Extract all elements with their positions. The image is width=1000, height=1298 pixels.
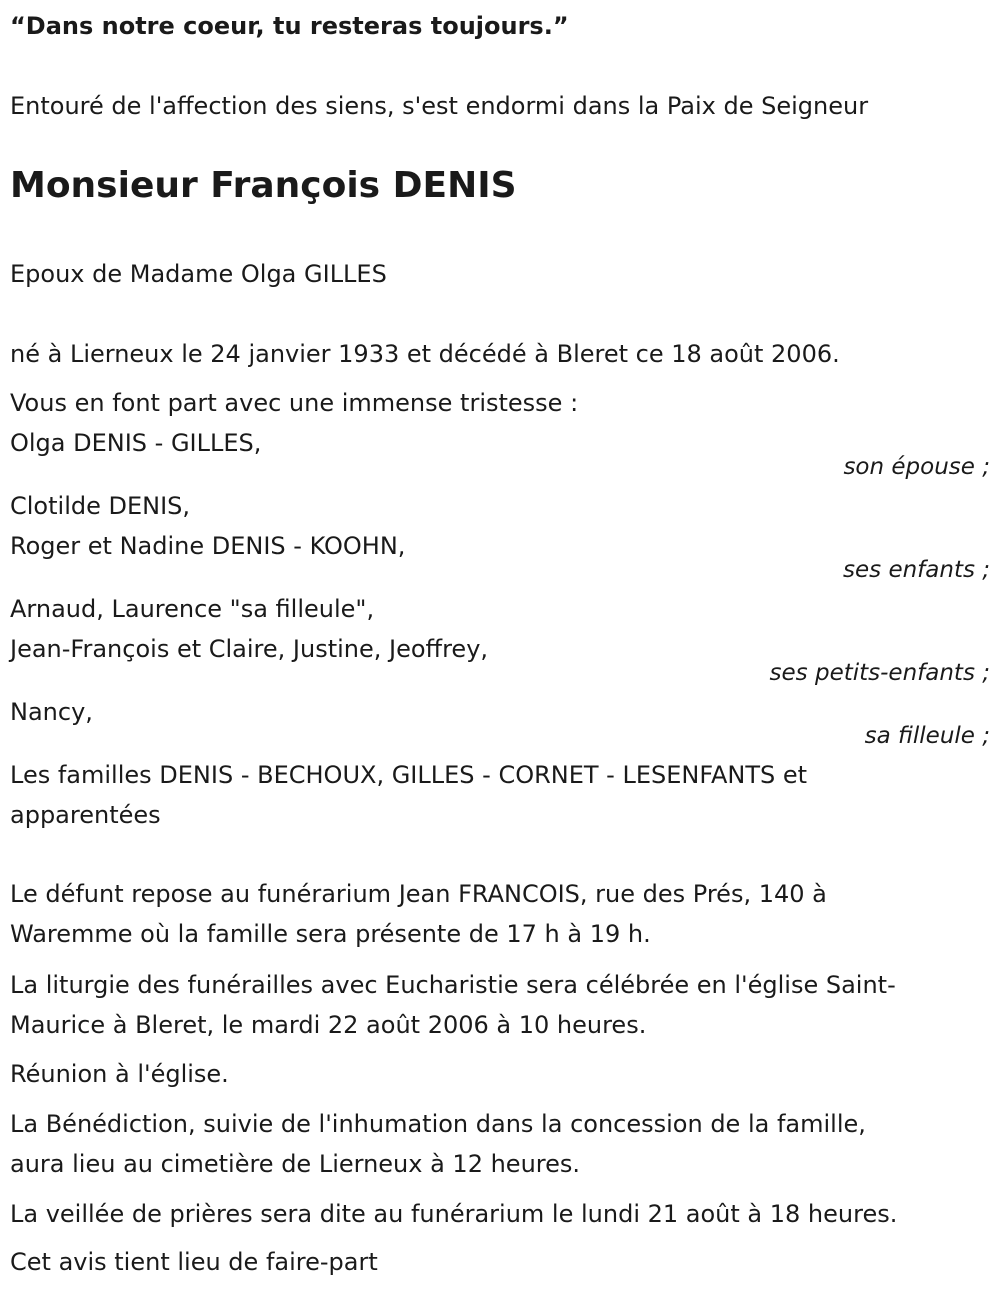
family-godchild: Nancy, xyxy=(10,698,93,726)
repose-line-2: Waremme où la famille sera présente de 17 h à 19 h. xyxy=(10,920,651,948)
spouse-line: Epoux de Madame Olga GILLES xyxy=(10,260,387,288)
family-spouse: Olga DENIS - GILLES, xyxy=(10,429,262,457)
birth-death-line: né à Lierneux le 24 janvier 1933 et décédé à Bleret ce 18 août 2006. xyxy=(10,340,840,368)
family-families-1: Les familles DENIS - BECHOUX, GILLES - CORNET - LESENFANTS et xyxy=(10,761,808,789)
liturgy-line-2: Maurice à Bleret, le mardi 22 août 2006 à 10 heures. xyxy=(10,1011,647,1039)
announce-line: Vous en font part avec une immense tristesse : xyxy=(10,389,579,417)
intro-text: Entouré de l'affection des siens, s'est endormi dans la Paix de Seigneur xyxy=(10,92,869,120)
family-child-2: Roger et Nadine DENIS - KOOHN, xyxy=(10,532,406,560)
closing-line: Cet avis tient lieu de faire-part xyxy=(10,1248,378,1276)
vigil-line: La veillée de prières sera dite au funérarium le lundi 21 août à 18 heures. xyxy=(10,1200,898,1228)
blessing-line-1: La Bénédiction, suivie de l'inhumation dans la concession de la famille, xyxy=(10,1110,866,1138)
family-grandchildren-2: Jean-François et Claire, Justine, Jeoffrey, xyxy=(10,635,489,663)
liturgy-line-1: La liturgie des funérailles avec Eucharistie sera célébrée en l'église Saint- xyxy=(10,971,896,999)
family-families-2: apparentées xyxy=(10,801,161,829)
family-spouse-role: son épouse ; xyxy=(843,454,990,480)
deceased-name: Monsieur François DENIS xyxy=(10,165,517,206)
meeting-line: Réunion à l'église. xyxy=(10,1060,229,1088)
blessing-line-2: aura lieu au cimetière de Lierneux à 12 heures. xyxy=(10,1150,581,1178)
family-child-1: Clotilde DENIS, xyxy=(10,492,191,520)
family-grandchildren-role: ses petits-enfants ; xyxy=(769,660,990,686)
quote: “Dans notre coeur, tu resteras toujours.” xyxy=(10,12,569,40)
family-children-role: ses enfants ; xyxy=(843,557,990,583)
family-grandchildren-1: Arnaud, Laurence "sa filleule", xyxy=(10,595,375,623)
family-godchild-role: sa filleule ; xyxy=(864,723,990,749)
repose-line-1: Le défunt repose au funérarium Jean FRANCOIS, rue des Prés, 140 à xyxy=(10,880,827,908)
